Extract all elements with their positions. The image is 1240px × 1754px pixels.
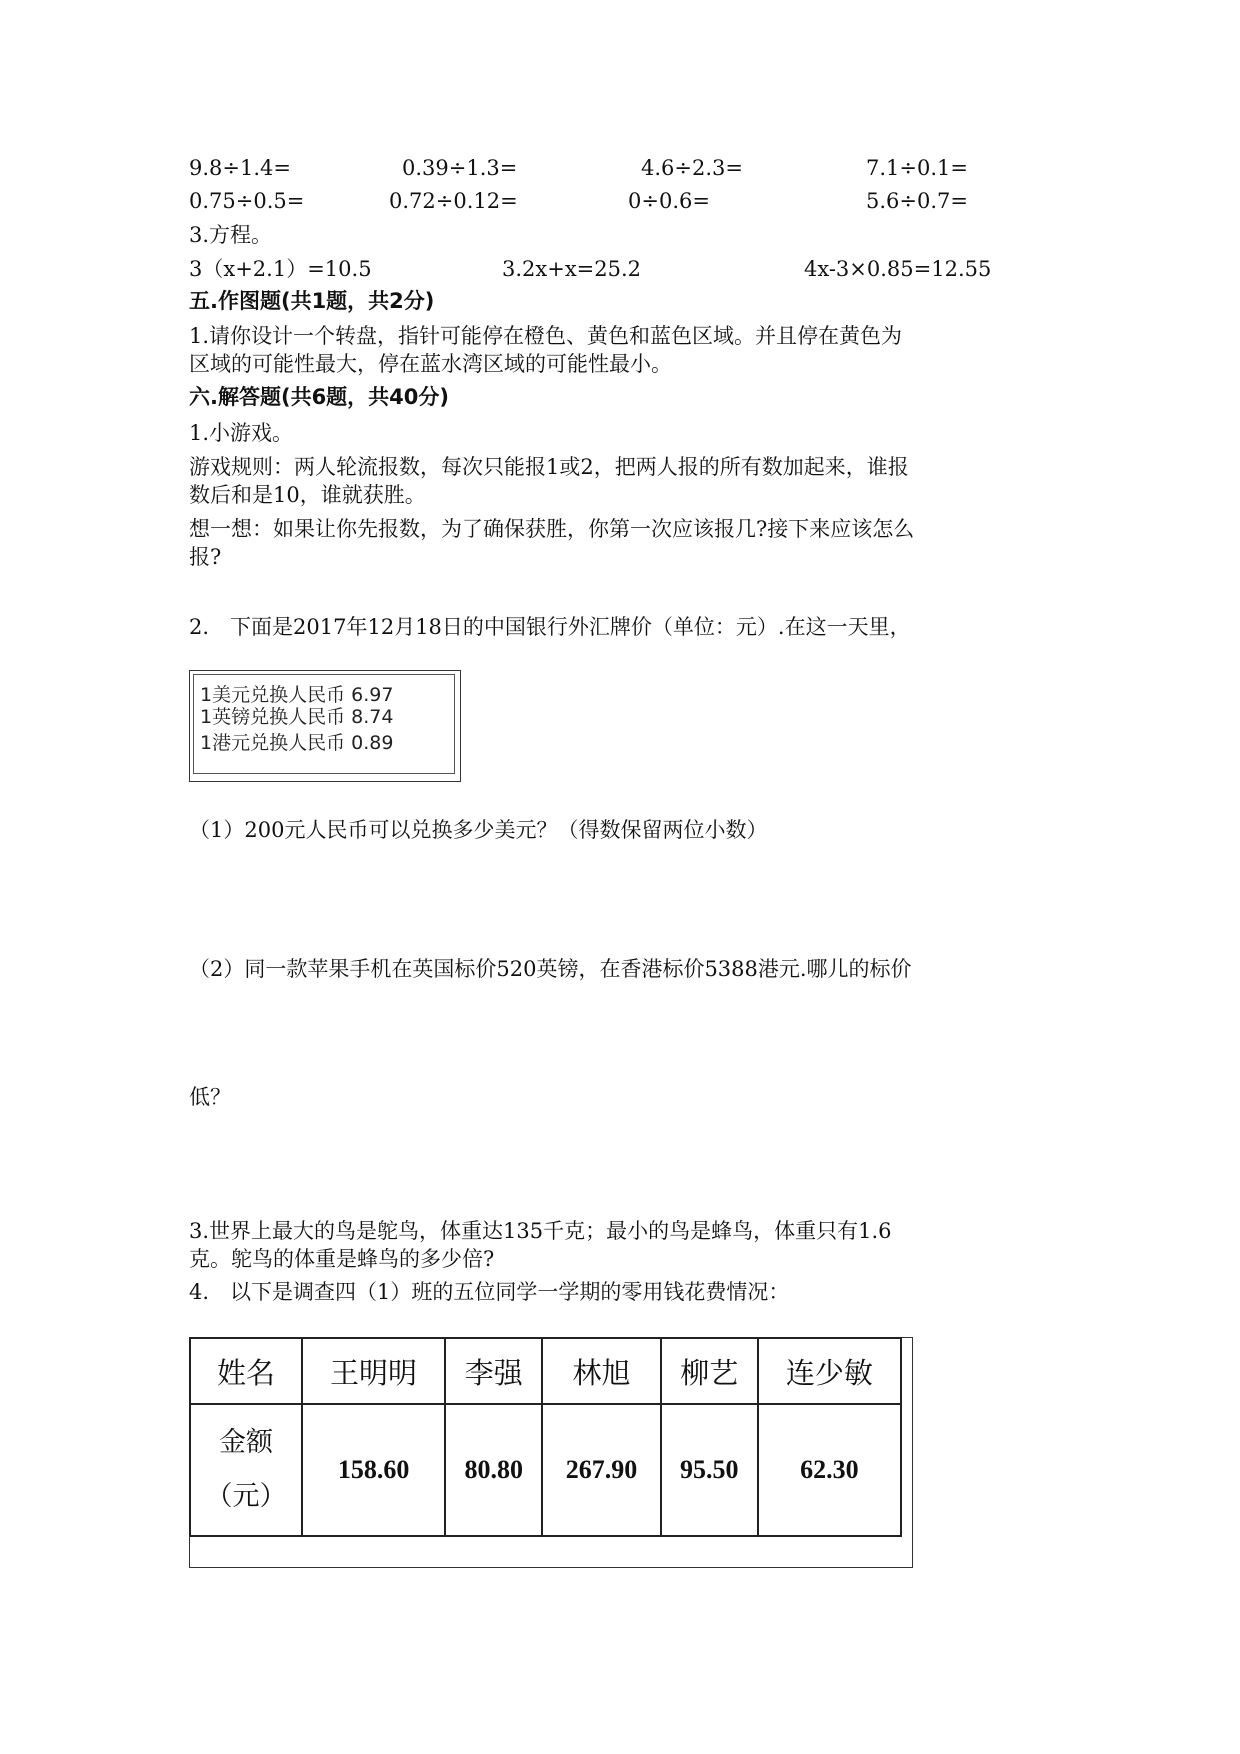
question-6-1-title: 1.小游戏。	[189, 421, 294, 445]
calc-item: 5.6÷0.7=	[866, 189, 968, 213]
header-label-name: 姓名	[190, 1338, 302, 1404]
calc-item: 4.6÷2.3=	[641, 156, 743, 180]
student-name: 林旭	[542, 1338, 660, 1404]
amount-value: 158.60	[302, 1404, 445, 1536]
equation: 3.2x+x=25.2	[502, 257, 642, 281]
header-label-amount	[190, 1404, 302, 1536]
student-name: 连少敏	[758, 1338, 901, 1404]
amount-value: 267.90	[542, 1404, 660, 1536]
table-header-row	[190, 1338, 901, 1404]
calc-item: 9.8÷1.4=	[189, 156, 291, 180]
question-6-2-sub1: （1）200元人民币可以兑换多少美元？（得数保留两位小数）	[189, 818, 768, 842]
amount-value: 62.30	[758, 1404, 901, 1536]
exchange-rate-gbp: 1英镑兑换人民币 8.74	[200, 706, 394, 728]
equation: 4x-3×0.85=12.55	[804, 257, 992, 281]
student-name: 李强	[445, 1338, 542, 1404]
amount-value: 80.80	[445, 1404, 542, 1536]
amount-value: 95.50	[661, 1404, 758, 1536]
question-6-3-line: 克。鸵鸟的体重是蜂鸟的多少倍?	[189, 1247, 495, 1271]
question-6-1-think: 想一想：如果让你先报数，为了确保获胜，你第一次应该报几?接下来应该怎么	[189, 517, 915, 541]
amount-unit-label: （元）	[205, 1481, 287, 1512]
question-6-2-intro: 2. 下面是2017年12月18日的中国银行外汇牌价（单位：元）.在这一天里，	[189, 615, 911, 639]
table-amount-row	[190, 1404, 901, 1536]
calc-item: 0÷0.6=	[628, 189, 710, 213]
student-name: 王明明	[302, 1338, 445, 1404]
question-6-2-sub2-continued: 低？	[189, 1085, 231, 1109]
question-5-1-line: 区域的可能性最大，停在蓝水湾区域的可能性最小。	[189, 352, 672, 376]
question-5-1-line: 1.请你设计一个转盘，指针可能停在橙色、黄色和蓝色区域。并且停在黄色为	[189, 324, 903, 348]
section-5-title: 五.作图题(共1题，共2分)	[189, 289, 435, 313]
equation: 3（x+2.1）=10.5	[189, 257, 372, 281]
calc-item: 0.72÷0.12=	[389, 189, 518, 213]
amount-label: 金额	[219, 1427, 273, 1458]
equation-heading: 3.方程。	[189, 223, 273, 247]
exchange-rate-usd: 1美元兑换人民币 6.97	[200, 684, 394, 706]
question-6-2-sub2: （2）同一款苹果手机在英国标价520英镑，在香港标价5388港元.哪儿的标价	[189, 957, 912, 981]
exchange-rate-hkd: 1港元兑换人民币 0.89	[200, 732, 394, 754]
student-name: 柳艺	[661, 1338, 758, 1404]
question-6-4-intro: 4. 以下是调查四（1）班的五位同学一学期的零用钱花费情况：	[189, 1280, 790, 1304]
question-6-1-rule: 游戏规则：两人轮流报数，每次只能报1或2，把两人报的所有数加起来，谁报	[189, 455, 909, 479]
question-6-3-line: 3.世界上最大的鸟是鸵鸟，体重达135千克；最小的鸟是蜂鸟，体重只有1.6	[189, 1219, 892, 1243]
pocket-money-table	[189, 1337, 902, 1537]
section-6-title: 六.解答题(共6题，共40分)	[189, 385, 450, 409]
question-6-1-rule: 数后和是10，谁就获胜。	[189, 483, 426, 507]
question-6-1-think: 报?	[189, 545, 222, 569]
calc-item: 0.39÷1.3=	[402, 156, 518, 180]
calc-item: 0.75÷0.5=	[189, 189, 305, 213]
calc-item: 7.1÷0.1=	[866, 156, 968, 180]
